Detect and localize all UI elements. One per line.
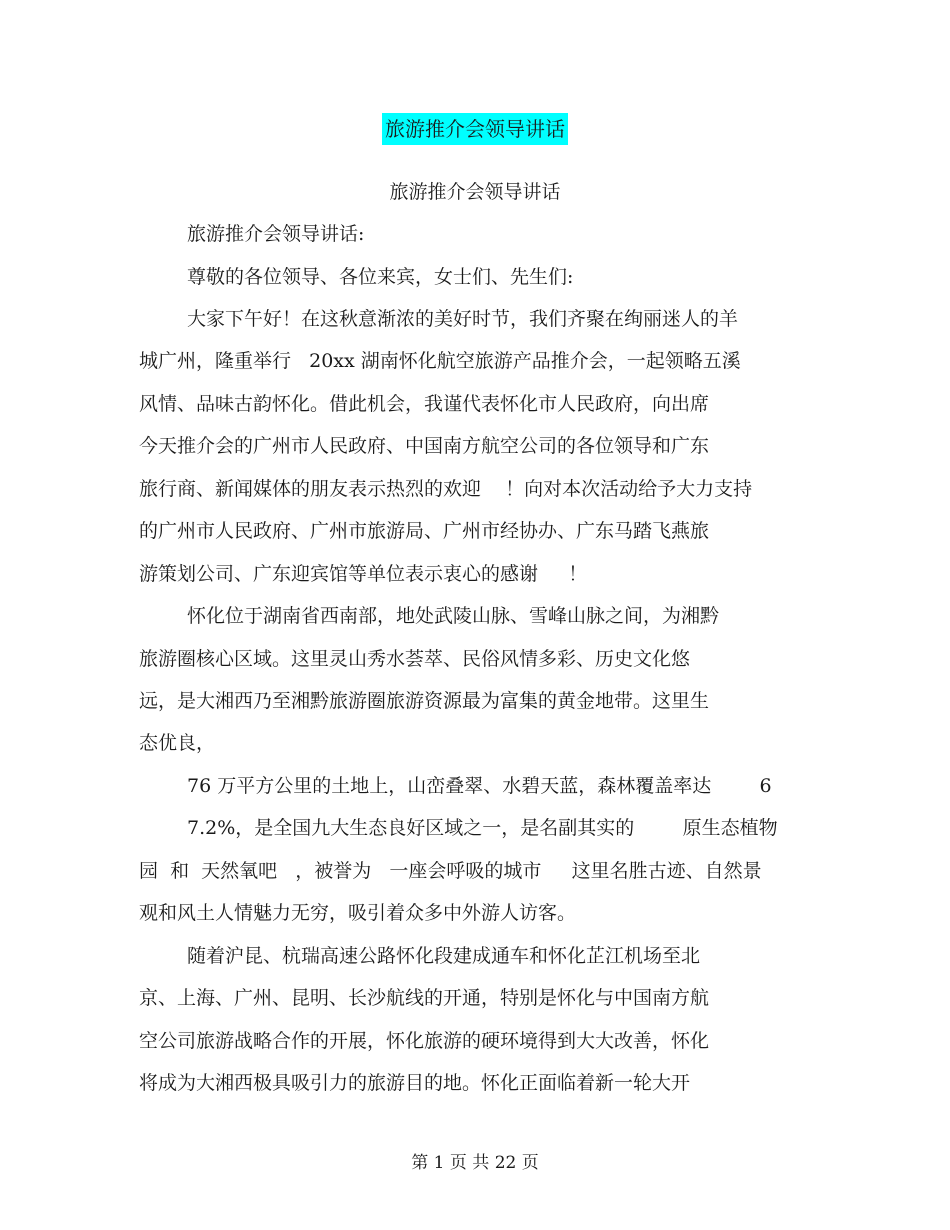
body-line: 游策划公司、广东迎宾馆等单位表示衷心的感谢 ！ — [139, 563, 588, 585]
body-line: 大家下午好！在这秋意渐浓的美好时节，我们齐聚在绚丽迷人的羊 — [187, 308, 739, 330]
body-line: 今天推介会的广州市人民政府、中国南方航空公司的各位领导和广东 — [139, 435, 710, 457]
body-line: 风情、品味古韵怀化。借此机会，我谨代表怀化市人民政府，向出席 — [139, 393, 710, 415]
body-line: 远，是大湘西乃至湘黔旅游圈旅游资源最为富集的黄金地带。这里生 — [139, 690, 710, 712]
body-line: 7.2%，是全国九大生态良好区域之一，是名副其实的 原生态植物 — [187, 817, 778, 839]
body-line: 空公司旅游战略合作的开展，怀化旅游的硬环境得到大大改善，怀化 — [139, 1030, 710, 1052]
body-line: 怀化位于湖南省西南部，地处武陵山脉、雪峰山脉之间，为湘黔 — [187, 605, 720, 627]
body-line: 观和风土人情魅力无穷，吸引着众多中外游人访客。 — [139, 902, 577, 924]
body-line: 尊敬的各位领导、各位来宾，女士们、先生们: — [187, 266, 574, 288]
document-subtitle: 旅游推介会领导讲话 — [389, 181, 561, 203]
body-line: 旅游圈核心区域。这里灵山秀水荟萃、民俗风情多彩、历史文化悠 — [139, 648, 691, 670]
body-line: 态优良， — [139, 732, 216, 754]
body-line: 旅行商、新闻媒体的朋友表示热烈的欢迎 ！向对本次活动给予大力支持 — [139, 478, 753, 500]
body-line: 76 万平方公里的土地上，山峦叠翠、水碧天蓝，森林覆盖率达 6 — [187, 775, 772, 797]
body-line: 随着沪昆、杭瑞高速公路怀化段建成通车和怀化芷江机场至北 — [187, 945, 701, 967]
body-line: 的广州市人民政府、广州市旅游局、广州市经协办、广东马踏飞燕旅 — [139, 520, 710, 542]
body-line: 园 和 天然氧吧 ，被誉为 一座会呼吸的城市 这里名胜古迹、自然景 — [139, 860, 762, 882]
body-line: 旅游推介会领导讲话: — [187, 223, 365, 245]
title-container — [0, 113, 950, 145]
body-line: 城广州，隆重举行 20xx 湖南怀化航空旅游产品推介会，一起领略五溪 — [139, 350, 741, 372]
body-line: 京、上海、广州、昆明、长沙航线的开通，特别是怀化与中国南方航 — [139, 987, 710, 1009]
body-line: 将成为大湘西极具吸引力的旅游目的地。怀化正面临着新一轮大开 — [139, 1072, 691, 1094]
page-indicator: 第 1 页 共 22 页 — [411, 1153, 539, 1173]
document-title: 旅游推介会领导讲话 — [382, 113, 568, 145]
